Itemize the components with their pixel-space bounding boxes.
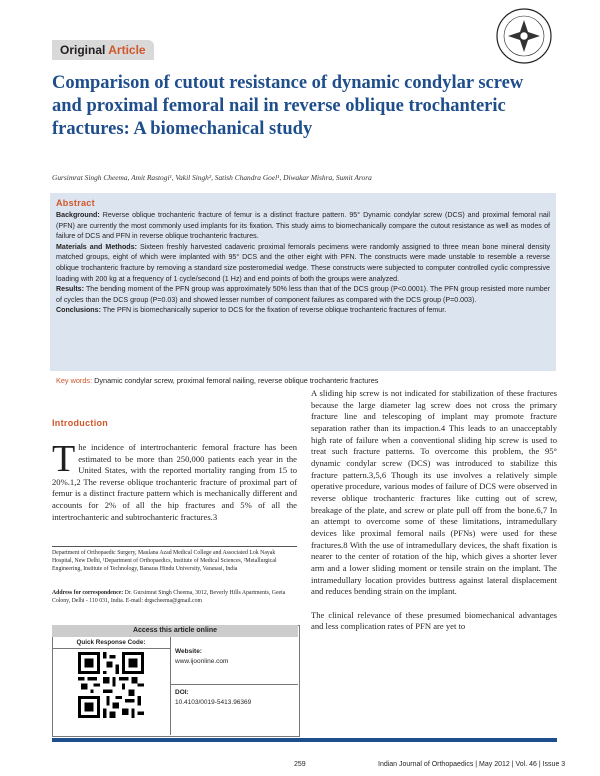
- website-label: Website:: [175, 648, 202, 655]
- intro-column-left: [52, 438, 297, 523]
- access-box-divider-h: [170, 684, 298, 685]
- correspondence-footnote: [52, 589, 297, 605]
- keywords: [56, 376, 552, 385]
- journal-emblem-icon: [494, 6, 554, 66]
- abstract-heading: Abstract: [56, 198, 95, 208]
- qr-code-label: Quick Response Code:: [52, 637, 170, 649]
- article-type-word2: Article: [108, 43, 146, 57]
- doi-label: DOI:: [175, 689, 189, 696]
- background-label: Background:: [56, 211, 100, 219]
- methods-label: Materials and Methods:: [56, 242, 137, 251]
- drop-cap: T: [52, 438, 76, 480]
- affiliation-footnote: Department of Orthopaedic Surgery, Maulana Azad Medical College and Associated Lok Nayak Hospital, New Delhi, ¹Department of Orthopaedics, Institute of Medical Sciences, ²Metallurgical Engineering, Institute of Technology, Banaras Hindu University, Varanasi, India: [52, 550, 277, 572]
- article-type-tab: [52, 40, 154, 60]
- author-list: Gursimrat Singh Cheema, Amit Rastogi¹, Vakil Singh², Satish Chandra Goel¹, Diwakar Mishra, Sumit Arora: [52, 173, 372, 182]
- conclusions-text: The PFN is biomechanically superior to DCS for the fixation of reverse oblique trochanteric fractures of femur.: [102, 306, 447, 315]
- correspondence-text: Dr. Gursimrat Singh Cheema, 3012, Beverly Hills Apartments, Geeta Colony, Delhi - 110 031, India. E-mail: drgscheema@gmail.com: [52, 590, 286, 604]
- article-type-word1: Original: [60, 43, 106, 57]
- keywords-label: Key words:: [56, 376, 93, 385]
- access-box-divider: [170, 637, 171, 735]
- intro-paragraph-2: A sliding hip screw is not indicated for stabilization of these fractures because the large diameter lag screw does not cross the primary fracture line and telescoping of implant may promote fracture separation rather than its impaction.4 This leads to an unacceptably high rate of failure when a conventional sliding hip screw is used to treat such fracture patterns. To overcome this problem, the 95° dynamic condylar screw (DCS) was introduced to stabilize this fracture pattern.3,5,6 Though its use involves a relatively simple operative procedure, various modes of failure of DCS were observed in reverse oblique trochanteric fractures like cutting out of screw, breakage of the plate, and screw or plate pull off from the bone.6,7 In an attempt to overcome some of these limitations, intramedullary devices like proximal femoral nails (PFNs) were used for these fractures.8 With the use of intramedullary devices, the shaft fixation is nearer to the center of rotation of the hip, which gives a shorter lever arm and a lower sliding moment or tensile strain on the implant. The intramedullary location provides buttress against lateral displacement and reduces bending strain on the implant.: [311, 388, 557, 597]
- background-text: Reverse oblique trochanteric fracture of femur is a distinct fracture pattern. 95° Dynamic condylar screw (DCS) and proximal femoral nail (PFN) are currently the most commonly used implants for its fixation. This study aims to biomechanically compare the cutout resistance as well as modes of failure of DCS and PFN in reverse oblique trochanteric fractures.: [56, 211, 550, 241]
- journal-citation: Indian Journal of Orthopaedics | May 2012 | Vol. 46 | Issue 3: [378, 761, 566, 768]
- results-text: The bending moment of the PFN group was approximately 50% less than that of the DCS group (P<0.0001). The PFN group resisted more number of cycles than the DCS group (P=0.03) and showed lesser number of component failures as compared with the DCS group (P=0.003).: [56, 285, 551, 304]
- results-label: Results:: [56, 285, 84, 294]
- intro-paragraph-3: The clinical relevance of these presumed biomechanical advantages and less complication rates of PFN are yet to: [311, 609, 557, 632]
- qr-code-icon: [78, 652, 144, 718]
- methods-text: Sixteen freshly harvested cadaveric proximal femorals pecimens were randomly assigned to three mean bone mineral density matched groups, eight of which were implanted with 95° DCS and the other eight with PFN. The constructs were made unstable to resemble a reverse oblique trochanteric fracture by removing a standard size posteromedial wedge. These constructs were subjected to computer controlled cyclic compressive loading with 200 kg at a frequency of 1 cycle/second (1 Hz) and end points of both the groups were analyzed.: [56, 242, 550, 283]
- intro-column-right: [311, 388, 557, 633]
- footer-bar: [52, 738, 557, 742]
- website-link[interactable]: www.ijoonline.com: [175, 658, 229, 665]
- article-title: Comparison of cutout resistance of dynamic condylar screw and proximal femoral nail in reverse oblique trochanteric fractures: A biomechanical study: [52, 73, 524, 139]
- abstract-body: [56, 210, 550, 316]
- page-number: 259: [294, 761, 306, 768]
- doi-link[interactable]: 10.4103/0019-5413.96369: [175, 699, 252, 706]
- intro-paragraph-1: he incidence of intertrochanteric femoral fracture has been estimated to be more than 250,000 patients each year in the United States, with the reported mortality ranging from 15 to 20%.1,2 The reverse oblique trochanteric fracture of proximal part of femur is a distinct fracture pattern which is mechanically different and accounts for 2% of all the hip fractures and 5% of all the intertrochanteric and subtrochanteric fractures.3: [52, 442, 297, 522]
- access-online-heading: Access this article online: [52, 625, 298, 637]
- conclusions-label: Conclusions:: [56, 306, 101, 315]
- correspondence-label: Address for correspondence:: [52, 590, 124, 596]
- introduction-heading: Introduction: [52, 418, 109, 428]
- keywords-text: Dynamic condylar screw, proximal femoral nailing, reverse oblique trochanteric fractures: [94, 376, 379, 385]
- footnote-divider: [52, 546, 297, 547]
